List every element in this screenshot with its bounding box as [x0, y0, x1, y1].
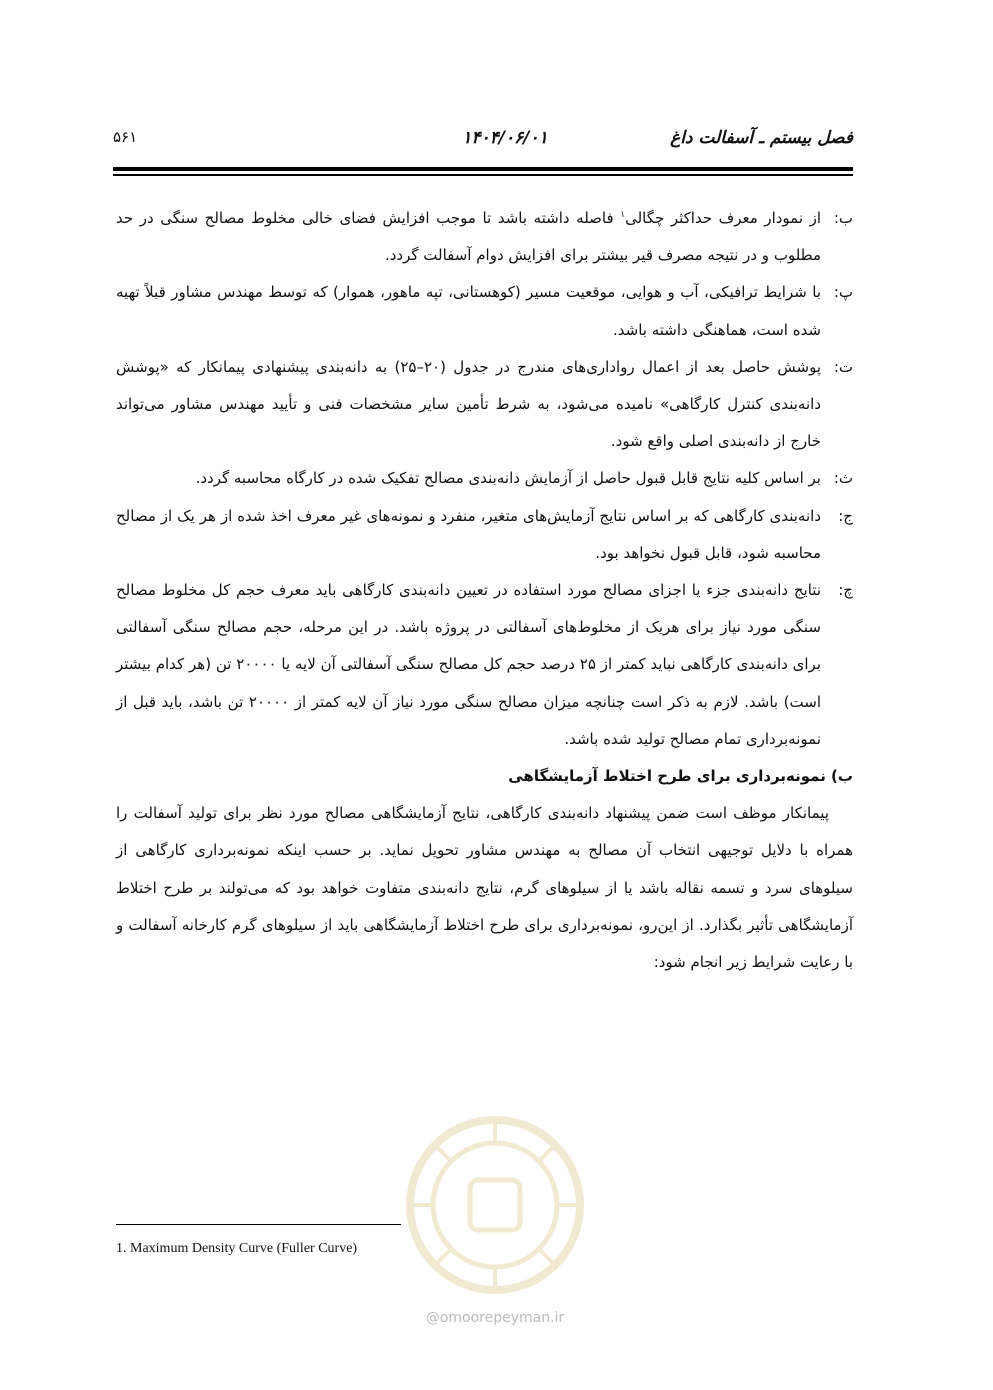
document-body [116, 200, 853, 981]
item-text: نتایج دانه‌بندی جزء یا اجزای مصالح مورد استفاده در تعیین دانه‌بندی کارگاهی باید معرف حجم کل مخلوط مصالح سنگی مورد نیاز برای هریک از مخلوط‌های آسفالتی در پروژه باشد. در این مرحله، حجم مصالح سنگی آسفالتی برای دانه‌بندی کارگاهی نباید کمتر از ۲۵ درصد حجم کل مصالح سنگی آسفالتی آن لایه یا ۲۰۰۰۰ تن (هر کدام بیشتر است) باشد. لازم به ذکر است چنانچه میزان مصالح سنگی مورد نیاز آن لایه کمتر از ۲۰۰۰۰ تن باشد، باید قبل از نمونه‌برداری تمام مصالح تولید شده باشد. [116, 581, 822, 748]
item-text: دانه‌بندی کارگاهی که بر اساس نتایج آزمایش‌های متغیر، منفرد و نمونه‌های غیر معرف اخذ شده از هر یک از مصالح محاسبه شود، قابل قبول نخواهد بود. [116, 506, 821, 562]
section-heading: ب) نمونه‌برداری برای طرح اختلاط آزمایشگاهی [508, 767, 853, 786]
list-item [116, 274, 853, 348]
page-header [113, 120, 853, 160]
item-text: پوشش حاصل بعد از اعمال رواداری‌های مندرج در جدول (۲۰–۲۵) به دانه‌بندی پیشنهادی پیمانکار که «پوشش دانه‌بندی کنترل کارگاهی» نامیده می‌شود، به شرط تأمین سایر مشخصات فنی و تأیید مهندس مشاور می‌تواند خارج از دانه‌بندی اصلی واقع شود. [116, 357, 822, 451]
list-marker: ت: [833, 357, 853, 376]
list-marker: ج: [838, 506, 853, 525]
header-rule-thin [113, 174, 853, 176]
header-date: ۱۴۰۴/۰۶/۰۱ [462, 128, 548, 148]
list-marker: ث: [833, 469, 853, 488]
item-text: بر اساس کلیه نتایج قابل قبول حاصل از آزمایش دانه‌بندی مصالح تفکیک شده در کارگاه محاسبه گردد. [195, 469, 821, 488]
item-text: با شرایط ترافیکی، آب و هوایی، موقعیت مسیر (کوهستانی، تپه ماهور، هموار) که توسط مهندس مشاور قبلاً تهیه شده است، هماهنگی داشته باشد. [116, 283, 821, 339]
item-text: از نمودار معرف حداکثر چگالی [625, 209, 821, 227]
list-item [116, 460, 853, 497]
list-marker: چ: [838, 581, 853, 600]
list-marker: ب: [833, 209, 853, 227]
list-marker: پ: [833, 283, 853, 302]
list-item [116, 498, 853, 572]
list-item [116, 349, 853, 461]
watermark-logo [395, 1110, 595, 1300]
footnote: 1. Maximum Density Curve (Fuller Curve) [116, 1241, 358, 1256]
list-item [116, 200, 853, 274]
item-text: فاصله داشته باشد تا موجب افزایش فضای خالی مخلوط مصالح سنگی در حد مطلوب و در نتیجه مصرف قیر بیشتر برای افزایش دوام آسفالت گردد. [116, 209, 821, 265]
watermark-text: @omoorepeyman.ir [425, 1310, 565, 1326]
page-number: ۵۶۱ [113, 128, 138, 146]
footnote-ref: ۱ [620, 210, 626, 220]
header-rule-thick [113, 167, 853, 171]
footnote-rule [116, 1224, 401, 1225]
chapter-title: فصل بیستم ـ آسفالت داغ [670, 128, 853, 148]
list-item [116, 572, 853, 758]
body-paragraph: پیمانکار موظف است ضمن پیشنهاد دانه‌بندی کارگاهی، نتایج آزمایشگاهی مصالح مورد نظر برای تولید آسفالت را همراه با دلایل توجیهی انتخاب آن مصالح به مهندس مشاور تحویل نماید. بر حسب اینکه نمونه‌برداری کارگاهی از سیلوهای سرد و تسمه نقاله باشد یا از سیلوهای گرم، نتایج دانه‌بندی متفاوت خواهد بود که می‌تولند بر طرح اختلاط آزمایشگاهی تأثیر بگذارد. از این‌رو، نمونه‌برداری برای طرح اختلاط آزمایشگاهی باید از سیلوهای گرم کارخانه آسفالت و با رعایت شرایط زیر انجام شود: [116, 804, 853, 972]
